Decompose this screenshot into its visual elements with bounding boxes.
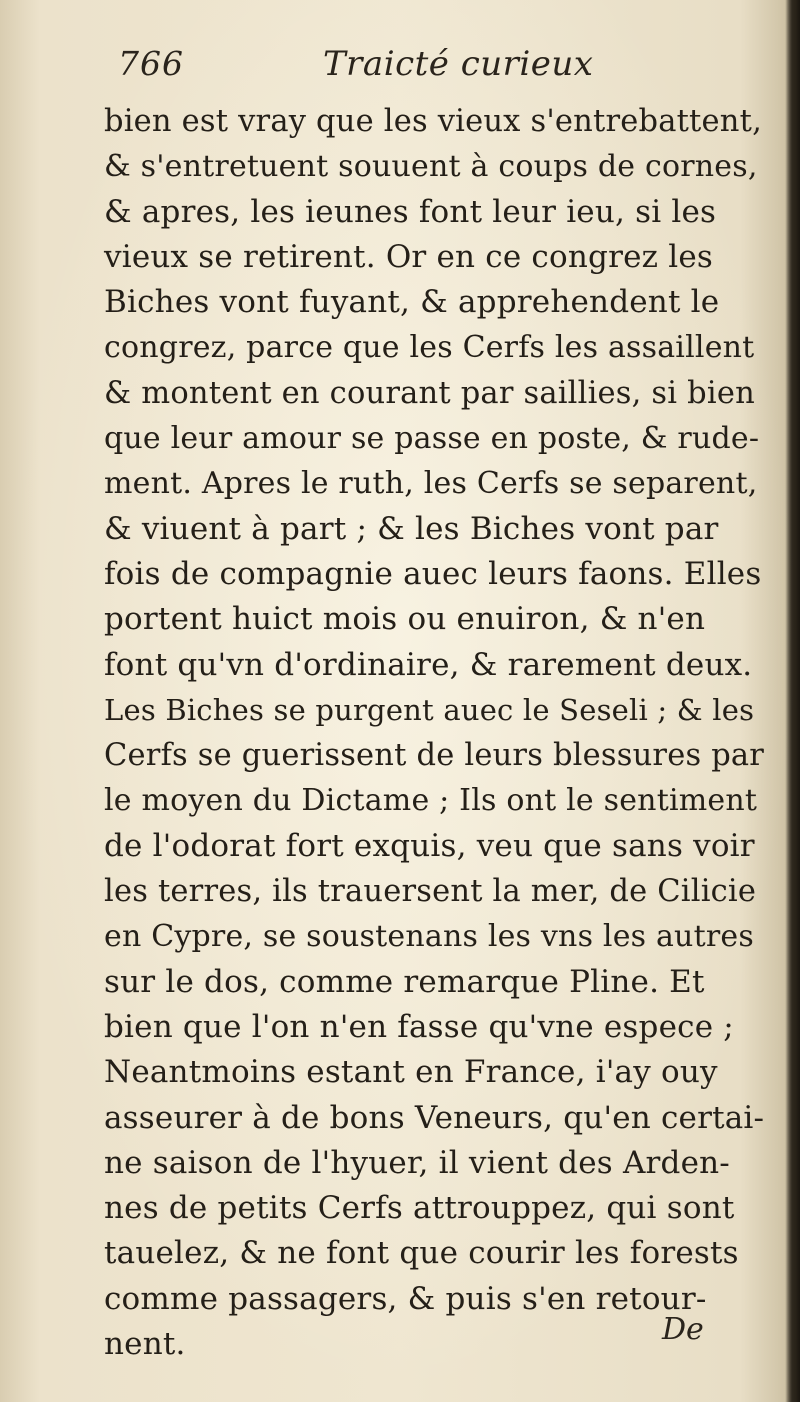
text-line: ment. Apres le ruth, les Cerfs se separent, <box>104 466 758 502</box>
text-line: en Cypre, se soustenans les vns les autres <box>104 919 754 955</box>
text-line: & s'entretuent souuent à coups de cornes, <box>104 149 758 185</box>
text-line: nent. <box>104 1326 186 1363</box>
text-line: vieux se retirent. Or en ce congrez les <box>104 238 713 275</box>
text-line: & viuent à part ; & les Biches vont par <box>104 510 719 547</box>
text-line: sur le dos, comme remarque Pline. Et <box>104 963 705 1000</box>
text-line: & apres, les ieunes font leur ieu, si les <box>104 193 717 230</box>
text-line: les terres, ils trauersent la mer, de Cilicie <box>104 874 757 910</box>
page-header <box>118 44 748 94</box>
text-line: Cerfs se guerissent de leurs blessures par <box>104 738 765 774</box>
body-text <box>104 99 764 1367</box>
text-line: que leur amour se passe en poste, & rude- <box>104 421 760 457</box>
page-edge-shadow <box>786 0 800 1402</box>
text-line: Neantmoins estant en France, i'ay ouy <box>104 1054 718 1091</box>
text-line: portent huict mois ou enuiron, & n'en <box>104 601 706 638</box>
text-line: de l'odorat fort exquis, veu que sans voir <box>104 827 755 864</box>
text-line: comme passagers, & puis s'en retour- <box>104 1280 707 1317</box>
text-line: & montent en courant par saillies, si bien <box>104 375 755 411</box>
text-line: bien est vray que les vieux s'entrebattent, <box>104 104 762 139</box>
text-line: nes de petits Cerfs attrouppez, qui sont <box>104 1190 735 1227</box>
catchword: De <box>662 1312 704 1347</box>
text-line: asseurer à de bons Veneurs, qu'en certai- <box>104 1099 765 1136</box>
text-line: tauelez, & ne font que courir les forests <box>104 1235 739 1272</box>
text-line: fois de compagnie auec leurs faons. Elles <box>104 555 762 592</box>
text-line: congrez, parce que les Cerfs les assaillent <box>104 330 755 366</box>
page-number: 766 <box>118 44 184 83</box>
running-title: Traicté curieux <box>323 44 594 84</box>
text-line: bien que l'on n'en fasse qu'vne espece ; <box>104 1008 734 1045</box>
text-line: le moyen du Dictame ; Ils ont le sentiment <box>104 783 758 819</box>
text-line: Biches vont fuyant, & apprehendent le <box>104 284 720 321</box>
text-line: Les Biches se purgent auec le Seseli ; & les <box>104 692 755 727</box>
text-line: font qu'vn d'ordinaire, & rarement deux. <box>104 646 753 683</box>
text-line: ne saison de l'hyuer, il vient des Arden- <box>104 1144 730 1181</box>
